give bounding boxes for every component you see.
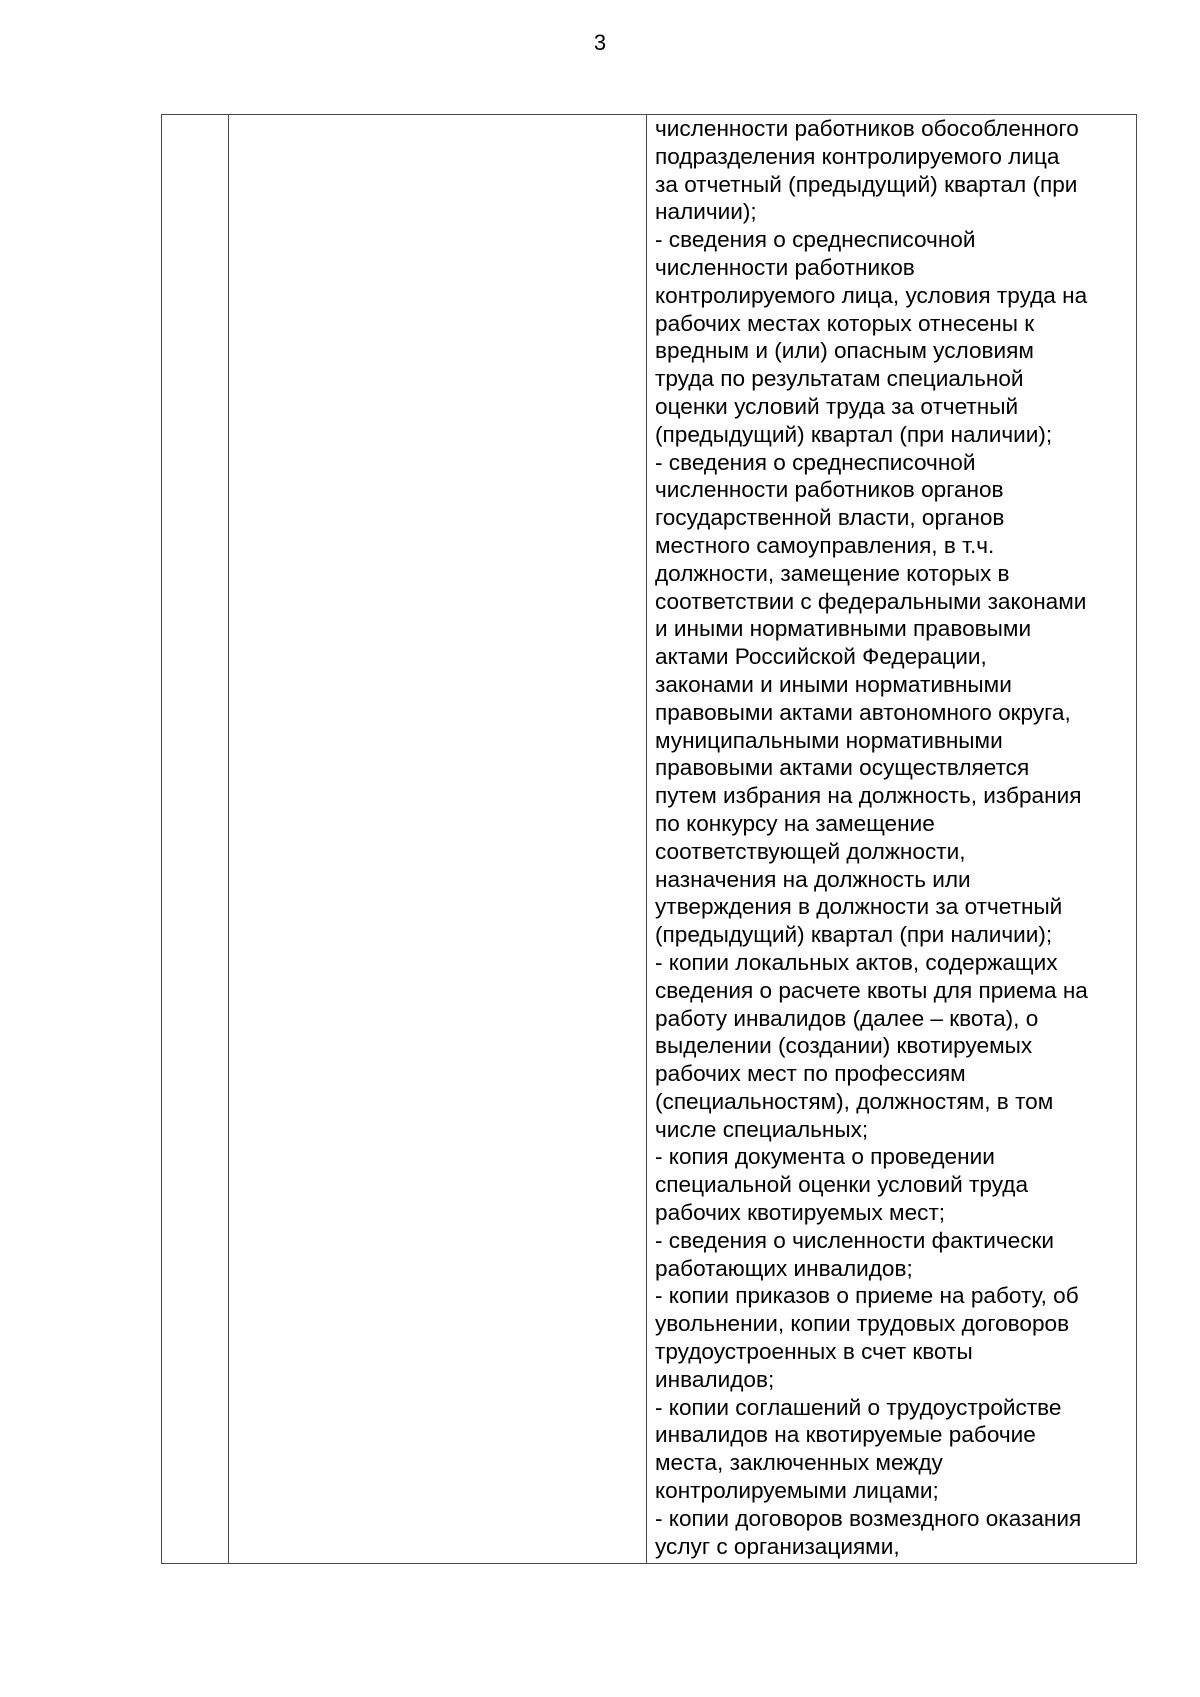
document-text-line: (специальностям), должностям, в том: [655, 1088, 1054, 1114]
row-number-cell: [162, 115, 229, 1564]
document-text-line: утверждения в должности за отчетный: [655, 894, 1063, 920]
document-text-line: контролируемого лица, условия труда на: [655, 282, 1088, 308]
document-text-line: правовыми актами осуществляется: [655, 755, 1030, 781]
document-text-line: назначения на должность или: [655, 866, 971, 892]
document-text-line: подразделения контролируемого лица: [655, 143, 1060, 169]
document-text-line: соответствующей должности,: [655, 838, 966, 864]
document-text-line: - сведения о среднесписочной: [655, 449, 976, 475]
document-text-line: увольнении, копии трудовых договоров: [655, 1311, 1070, 1337]
row-name-cell: [229, 115, 647, 1564]
document-text-line: актами Российской Федерации,: [655, 644, 987, 670]
document-text-line: законами и иными нормативными: [655, 671, 1012, 697]
document-text-line: - копии приказов о приеме на работу, об: [655, 1283, 1079, 1309]
document-text-line: соответствии с федеральными законами: [655, 588, 1087, 614]
document-text-line: численности работников обособленного: [655, 116, 1079, 141]
document-text-line: правовыми актами автономного округа,: [655, 699, 1071, 725]
document-text-line: числе специальных;: [655, 1116, 869, 1142]
document-text-line: оценки условий труда за отчетный: [655, 393, 1019, 419]
document-text-line: (предыдущий) квартал (при наличии);: [655, 421, 1053, 447]
document-text-line: - копии соглашений о трудоустройстве: [655, 1394, 1062, 1420]
document-text-line: численности работников: [655, 254, 915, 280]
document-text-line: рабочих квотируемых мест;: [655, 1200, 946, 1226]
document-text-line: государственной власти, органов: [655, 505, 1005, 531]
document-text-line: работающих инвалидов;: [655, 1255, 913, 1281]
table-row: [162, 115, 1137, 1564]
document-text-line: - сведения о среднесписочной: [655, 227, 976, 253]
document-text-line: за отчетный (предыдущий) квартал (при: [655, 171, 1078, 197]
document-text-line: сведения о расчете квоты для приема на: [655, 977, 1088, 1003]
document-text-line: места, заключенных между: [655, 1450, 943, 1476]
document-text-line: рабочих местах которых отнесены к: [655, 310, 1035, 336]
document-text-line: трудоустроенных в счет квоты: [655, 1339, 973, 1365]
document-text-line: и иными нормативными правовыми: [655, 616, 1032, 642]
document-text-line: выделении (создании) квотируемых: [655, 1033, 1033, 1059]
document-text-line: - копия документа о проведении: [655, 1144, 995, 1170]
document-text-line: путем избрания на должность, избрания: [655, 783, 1082, 809]
document-table: [161, 114, 1137, 1564]
document-text-line: (предыдущий) квартал (при наличии);: [655, 922, 1053, 948]
row-documents-cell: [647, 115, 1137, 1564]
document-text-line: - сведения о численности фактически: [655, 1227, 1055, 1253]
document-text-line: наличии);: [655, 199, 757, 225]
document-text-line: труда по результатам специальной: [655, 366, 1024, 392]
document-text-line: вредным и (или) опасным условиям: [655, 338, 1034, 364]
page-number: 3: [593, 30, 607, 55]
document-text-line: работу инвалидов (далее – квота), о: [655, 1005, 1039, 1031]
document-text-line: услуг с организациями,: [655, 1533, 900, 1559]
document-text-line: инвалидов;: [655, 1366, 775, 1392]
document-text-line: - копии локальных актов, содержащих: [655, 949, 1058, 975]
documents-list: [647, 115, 1136, 1560]
document-text-line: контролируемыми лицами;: [655, 1478, 939, 1504]
document-text-line: должности, замещение которых в: [655, 560, 1010, 586]
document-text-line: - копии договоров возмездного оказания: [655, 1505, 1082, 1531]
document-text-line: по конкурсу на замещение: [655, 810, 935, 836]
document-text-line: специальной оценки условий труда: [655, 1172, 1029, 1198]
document-text-line: численности работников органов: [655, 477, 1004, 503]
document-text-line: рабочих мест по профессиям: [655, 1061, 966, 1087]
document-text-line: инвалидов на квотируемые рабочие: [655, 1422, 1036, 1448]
document-text-line: местного самоуправления, в т.ч.: [655, 532, 995, 558]
document-text-line: муниципальными нормативными: [655, 727, 1003, 753]
